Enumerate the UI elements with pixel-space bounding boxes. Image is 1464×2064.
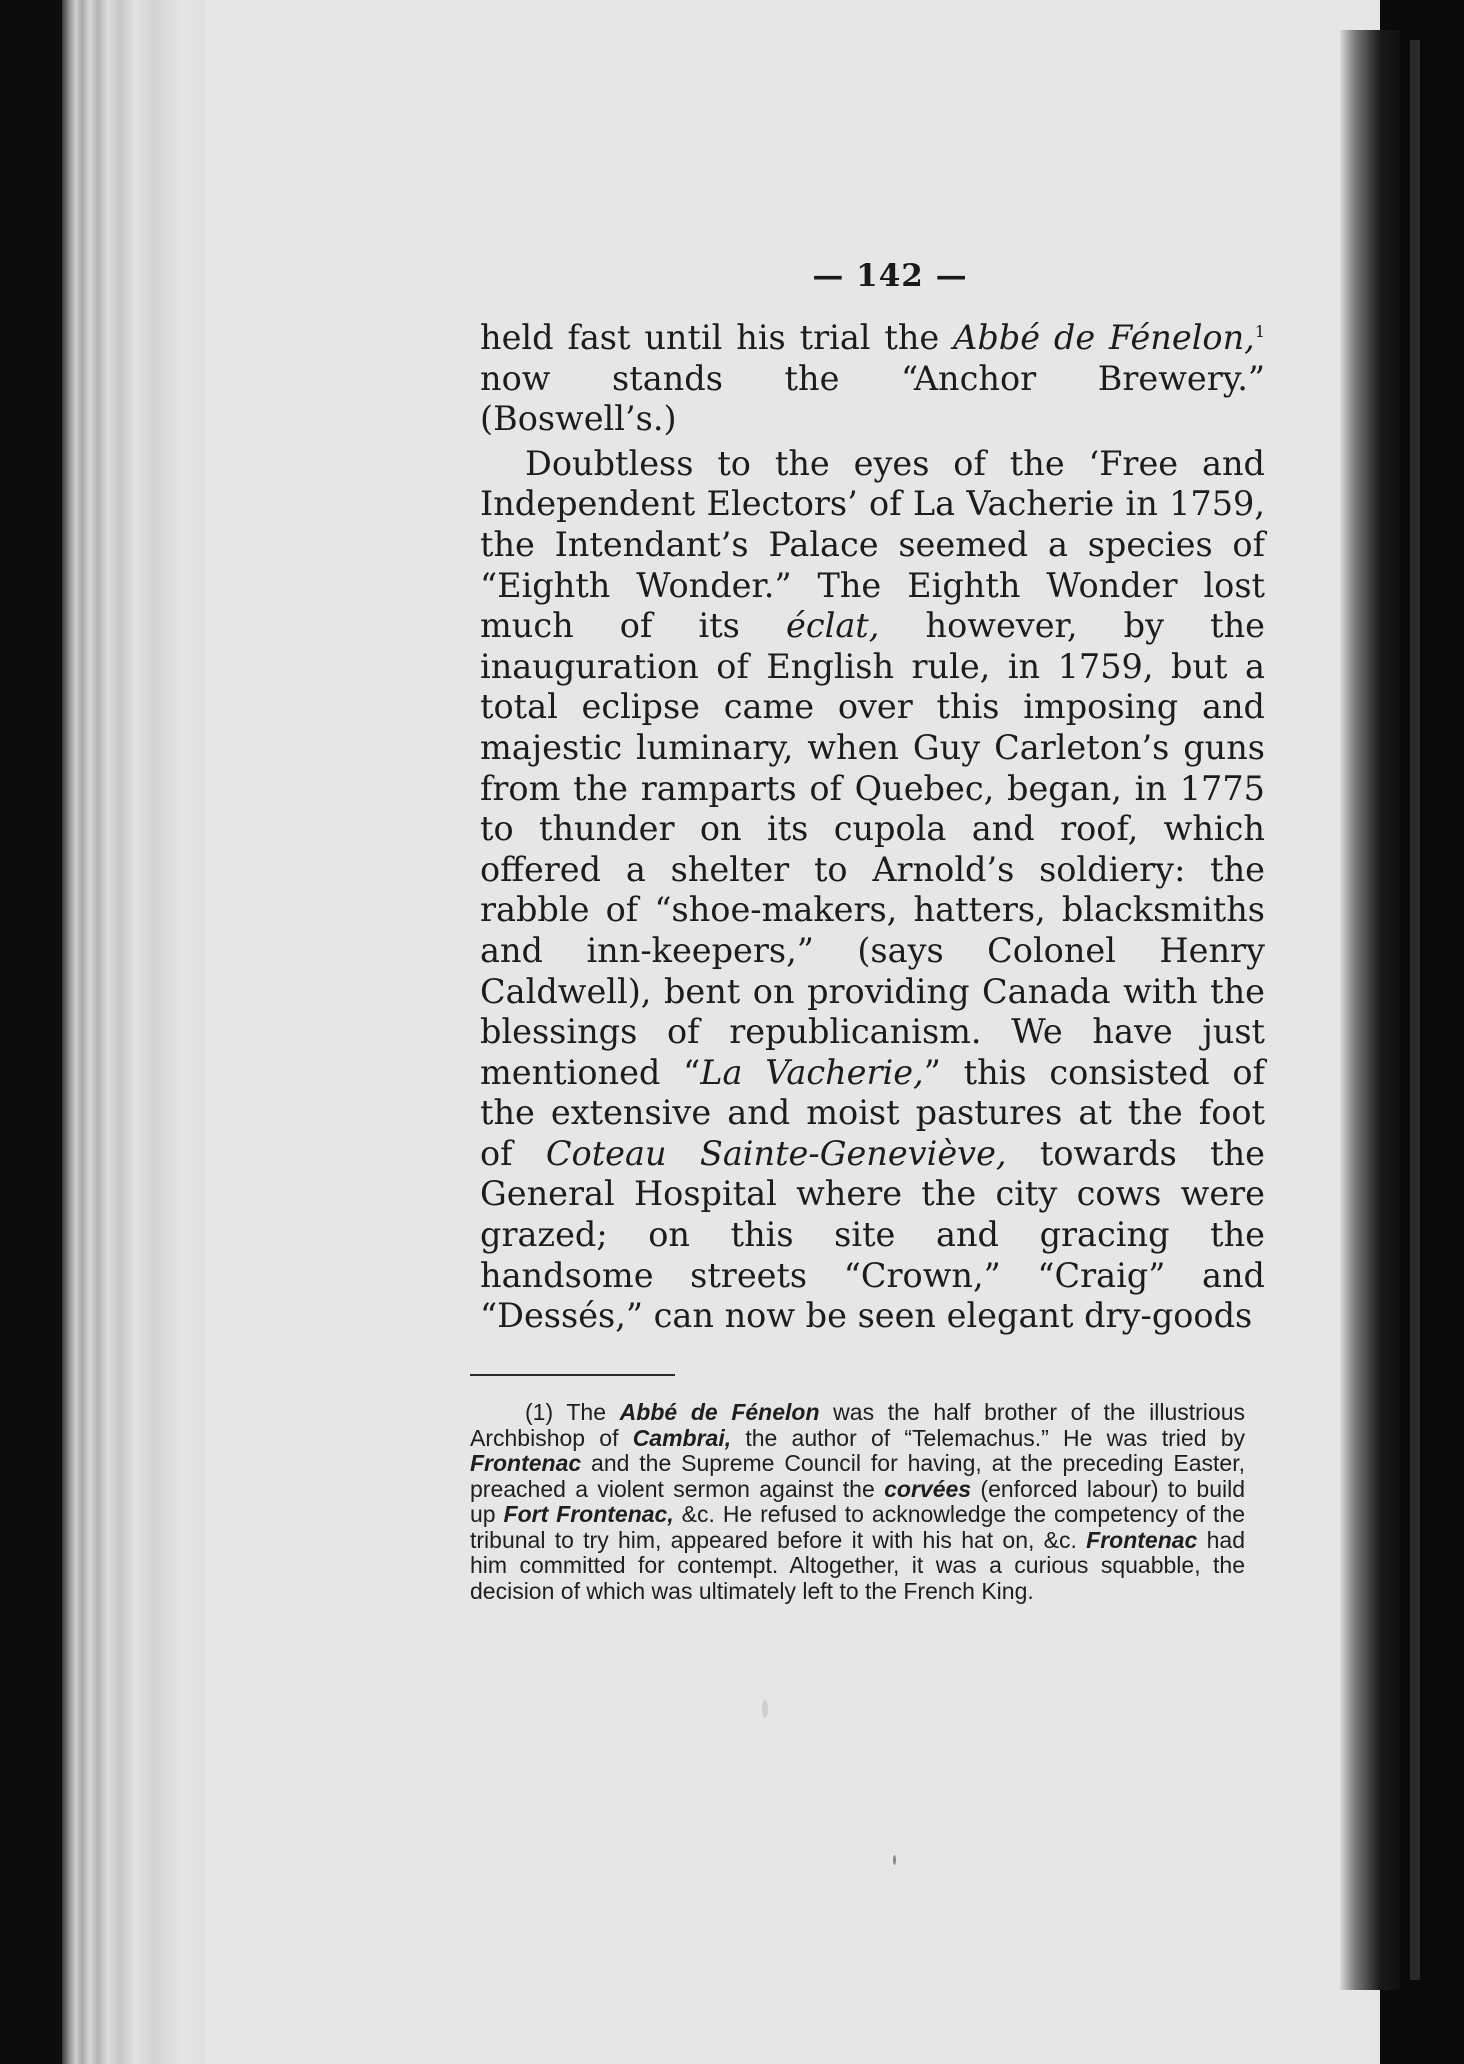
italic-text: corvées [884, 1475, 972, 1502]
footnote-reference: 1 [1254, 321, 1265, 341]
text-run: had him committed for contempt. Altogether, it was a curious squabble, the decision of which was ultimately left to the French King. [470, 1526, 1245, 1604]
text-run: (1) The [525, 1399, 620, 1425]
italic-text: éclat, [786, 606, 880, 646]
paper-speck [762, 1700, 768, 1718]
text-run: (enforced labour) to build up [470, 1475, 1245, 1527]
page-stack-edge [62, 0, 212, 2064]
text-run: towards the General Hospital where the city cows were grazed; on this site and gracing the handsome streets “Crown,” “Craig” and “Dessés,” can now be seen elegant dry-goods [480, 1133, 1265, 1336]
italic-text: Fort Frontenac, [503, 1501, 674, 1527]
page-number: — 142 — [812, 258, 968, 294]
page-gutter-shadow [1340, 30, 1400, 1990]
italic-text: Frontenac [470, 1450, 582, 1476]
text-run: now stands the “Anchor Brewery.” (Boswell’s.) [480, 358, 1265, 439]
italic-text: Abbé de Fénelon [619, 1399, 820, 1425]
text-run: held fast until his trial the [480, 318, 954, 357]
italic-text: Coteau Sainte-Geneviève, [545, 1133, 1007, 1173]
footnote [470, 1400, 1245, 1604]
text-run: and the Supreme Council for having, at the preceding Easter, preached a violent sermon against the [470, 1450, 1245, 1502]
text-run: the author of “Telemachus.” He was tried by [731, 1424, 1246, 1451]
text-run: however, by the inauguration of English rule, in 1759, but a total eclipse came over this imposing and majestic luminary, when Guy Carleton’s guns from the ramparts of Quebec, began, in 1775 to thunder on its cupola and roof, which offered a shelter to Arnold’s soldiery: the rabble of “shoe-makers, hatters, blacksmiths and inn-keepers,” (says Colonel Henry Caldwell), bent on providing Canada with the blessings of republicanism. We have just mentioned “ [480, 606, 1266, 1092]
paper-speck [893, 1855, 896, 1865]
book-edge [0, 0, 70, 2064]
italic-text: Frontenac [1086, 1526, 1198, 1553]
text-run: Doubtless to the eyes of the ‘Free and Independent Electors’ of La Vacherie in 1759, the Intendant’s Palace seemed a species of “Eighth Wonder.” The Eighth Wonder lost much of its [480, 443, 1265, 646]
italic-text: La Vacherie, [700, 1052, 924, 1092]
footnote-divider [470, 1374, 675, 1376]
text-run: was the half brother of the illustrious Archbishop of [470, 1399, 1245, 1451]
italic-text: Cambrai, [632, 1424, 732, 1451]
paragraph-2 [480, 444, 1265, 1337]
footnote-paragraph [470, 1400, 1245, 1604]
text-run: &c. He refused to acknowledge the competency of the tribunal to try him, appeared before it with his hat on, &c. [470, 1501, 1246, 1553]
next-page-edge [1410, 40, 1420, 1980]
text-run: ” this consisted of the extensive and moist pastures at the foot of [480, 1052, 1266, 1173]
main-text [480, 318, 1265, 1337]
paragraph-1 [480, 318, 1265, 440]
italic-text: Abbé de Fénelon, [953, 318, 1255, 357]
